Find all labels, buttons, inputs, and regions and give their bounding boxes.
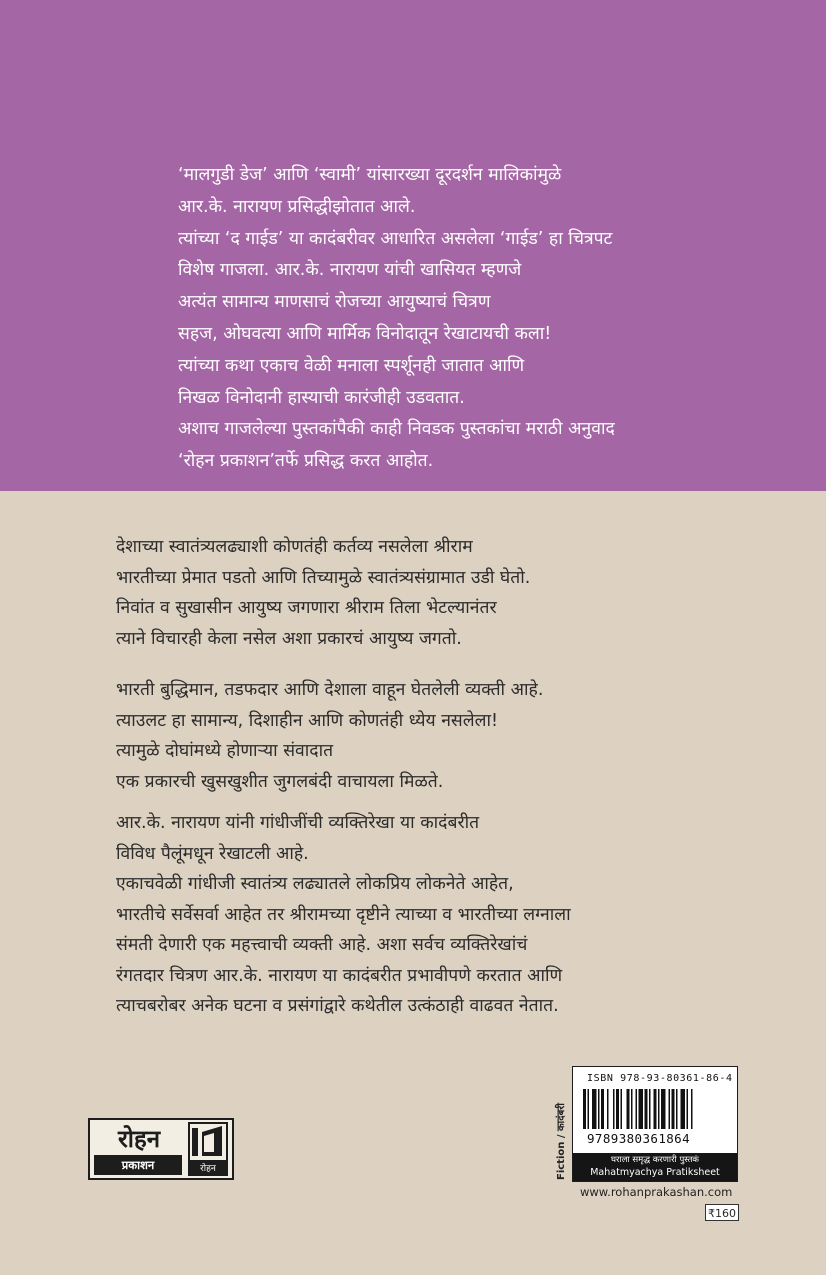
p3-line: एकाचवेळी गांधीजी स्वातंत्र्य लढ्यातले लोकप्रिय लोकनेते आहेत,	[116, 874, 514, 894]
p3-line: त्याचबरोबर अनेक घटना व प्रसंगांद्वारे कथेतील उत्कंठाही वाढवत नेतात.	[116, 996, 559, 1016]
p2-line: त्यामुळे दोघांमध्ये होणाऱ्या संवादात	[116, 741, 334, 761]
publisher-name: रोहन	[117, 1125, 161, 1153]
genre-label: Fiction / कादंबरी	[556, 1103, 567, 1180]
blurb-paragraph-2	[116, 675, 816, 797]
intro-line: त्यांच्या ‘द गाईड’ या कादंबरीवर आधारित असलेला ‘गाईड’ हा चित्रपट	[178, 228, 613, 249]
barcode-band	[573, 1153, 737, 1181]
p3-line: आर.के. नारायण यांनी गांधीजींची व्यक्तिरेखा या कादंबरीत	[116, 813, 480, 833]
isbn-label: ISBN 978-93-80361-86-4	[587, 1073, 733, 1084]
intro-line: ‘मालगुडी डेज’ आणि ‘स्वामी’ यांसारख्या दूरदर्शन मालिकांमुळे	[178, 165, 562, 185]
p1-line: देशाच्या स्वातंत्र्यलढ्याशी कोणतंही कर्तव्य नसलेला श्रीराम	[116, 537, 473, 557]
intro-line: त्यांच्या कथा एकाच वेळी मनाला स्पर्शूनही जातात आणि	[178, 355, 525, 376]
p2-line: भारती बुद्धिमान, तडफदार आणि देशाला वाहून घेतलेली व्यक्ती आहे.	[116, 680, 544, 700]
intro-line: अशाच गाजलेल्या पुस्तकांपैकी काही निवडक पुस्तकांचा मराठी अनुवाद	[178, 419, 615, 440]
p3-line: संमती देणारी एक महत्त्वाची व्यक्ती आहे. अशा सर्वच व्यक्तिरेखांचं	[116, 935, 528, 955]
p2-line: त्याउलट हा सामान्य, दिशाहीन आणि कोणतंही ध्येय नसलेला!	[116, 710, 499, 731]
barcode-block	[572, 1066, 738, 1182]
p1-line: भारतीच्या प्रेमात पडतो आणि तिच्यामुळे स्वातंत्र्यसंग्रामात उडी घेतो.	[116, 567, 531, 588]
publisher-website: www.rohanprakashan.com	[580, 1185, 733, 1199]
series-name: Mahatmyachya Pratiksheet	[590, 1167, 720, 1178]
logo-mark-text: रोहन	[200, 1164, 216, 1174]
p3-line: भारतीचे सर्वेसर्वा आहेत तर श्रीरामच्या दृष्टीने त्याच्या व भारतीच्या लग्नाला	[116, 904, 571, 925]
isbn-number: 9789380361864	[587, 1131, 691, 1146]
intro-line: विशेष गाजला. आर.के. नारायण यांची खासियत म्हणजे	[178, 260, 522, 281]
intro-line: सहज, ओघवत्या आणि मार्मिक विनोदातून रेखाटायची कला!	[178, 323, 552, 344]
p1-line: निवांत व सुखासीन आयुष्य जगणारा श्रीराम तिला भेटल्यानंतर	[116, 598, 497, 618]
p3-line: विविध पैलूंमधून रेखाटली आहे.	[116, 843, 309, 864]
blurb-paragraph-3	[116, 808, 816, 1022]
top-band	[0, 0, 826, 491]
publisher-logo	[88, 1118, 234, 1180]
publisher-subtitle: प्रकाशन	[94, 1155, 182, 1175]
barcode-icon	[583, 1089, 727, 1129]
intro-line: ‘रोहन प्रकाशन’तर्फे प्रसिद्ध करत आहोत.	[178, 451, 434, 472]
p3-line: रंगतदार चित्रण आर.के. नारायण या कादंबरीत प्रभावीपणे करतात आणि	[116, 965, 563, 986]
intro-line: आर.के. नारायण प्रसिद्धीझोतात आले.	[178, 196, 416, 217]
intro-line: अत्यंत सामान्य माणसाचं रोजच्या आयुष्याचं चित्रण	[178, 292, 491, 313]
book-mark-icon	[188, 1122, 228, 1176]
intro-line: निखळ विनोदानी हास्याची कारंजीही उडवतात.	[178, 387, 465, 408]
price-tag: ₹160	[705, 1204, 739, 1221]
barcode-tagline: घराला समृद्ध करणारी पुस्तकं	[611, 1155, 699, 1165]
blurb-paragraph-1	[116, 532, 816, 654]
p1-line: त्याने विचारही केला नसेल अशा प्रकारचं आयुष्य जगतो.	[116, 628, 462, 649]
p2-line: एक प्रकारची खुसखुशीत जुगलबंदी वाचायला मिळते.	[116, 771, 444, 792]
intro-text	[178, 160, 798, 478]
